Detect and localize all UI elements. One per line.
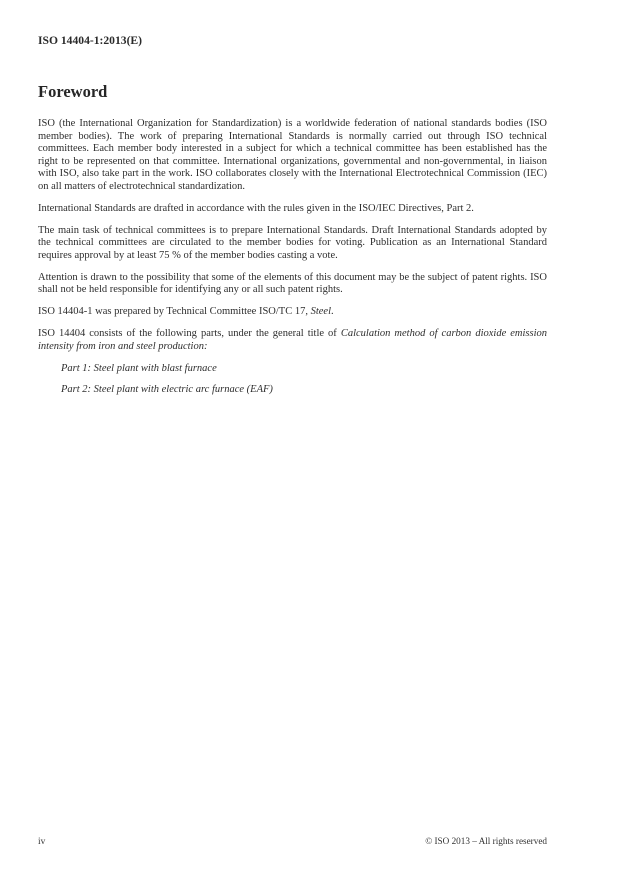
paragraph-text: Attention is drawn to the possibility that some of the elements of this document may be the subject of patent rights. ISO shall not be held responsible for identifying any or all such patent rights. <box>38 271 547 295</box>
series-part-1 <box>61 363 547 376</box>
document-header <box>38 34 142 48</box>
paragraph-text: The main task of technical committees is to prepare International Standards. Draft International Standards adopted by the technical committees are circulated to the member bodies for voting. Publication as an International Standard requires approval by at least 75 % of the member bodies casting a vote. <box>38 224 547 261</box>
foreword-paragraph-1 <box>38 118 547 193</box>
part-text: Part 2: Steel plant with electric arc furnace (EAF) <box>61 384 273 395</box>
page-title: Foreword <box>38 82 108 101</box>
page-footer <box>38 835 547 848</box>
paragraph-text: . <box>331 306 334 317</box>
committee-name-italic: Steel <box>310 306 332 317</box>
foreword-paragraph-6 <box>38 328 547 353</box>
foreword-paragraph-3 <box>38 225 547 263</box>
paragraph-text: ISO (the International Organization for Standardization) is a worldwide federation of national standards bodies (ISO member bodies). The work of preparing International Standards is normally carried out through ISO technical committees. Each member body interested in a subject for which a technical committee has been established has the right to be represented on that committee. International organizations, governmental and non-governmental, in liaison with ISO, also take part in the work. ISO collaborates closely with the International Electrotechnical Commission (IEC) on all matters of electrotechnical standardization. <box>38 118 547 192</box>
foreword-paragraph-2 <box>38 203 547 216</box>
paragraph-text: ISO 14404-1 was prepared by Technical Committee ISO/TC 17, <box>38 306 311 317</box>
document-reference: ISO 14404-1:2013(E) <box>38 34 143 47</box>
foreword-paragraph-5 <box>38 306 547 319</box>
part-text: Part 1: Steel plant with blast furnace <box>61 362 217 374</box>
copyright-notice: © ISO 2013 – All rights reserved <box>425 836 547 846</box>
page-number: iv <box>38 837 46 847</box>
foreword-paragraph-4 <box>38 272 547 297</box>
paragraph-text: ISO 14404 consists of the following parts, under the general title of <box>38 328 341 339</box>
paragraph-text: International Standards are drafted in accordance with the rules given in the ISO/IEC Directives, Part 2. <box>38 202 474 214</box>
foreword-body <box>38 118 547 406</box>
series-title-italic: Calculation method of carbon dioxide emission intensity from iron and steel production: <box>38 328 547 352</box>
series-part-2 <box>61 384 547 397</box>
